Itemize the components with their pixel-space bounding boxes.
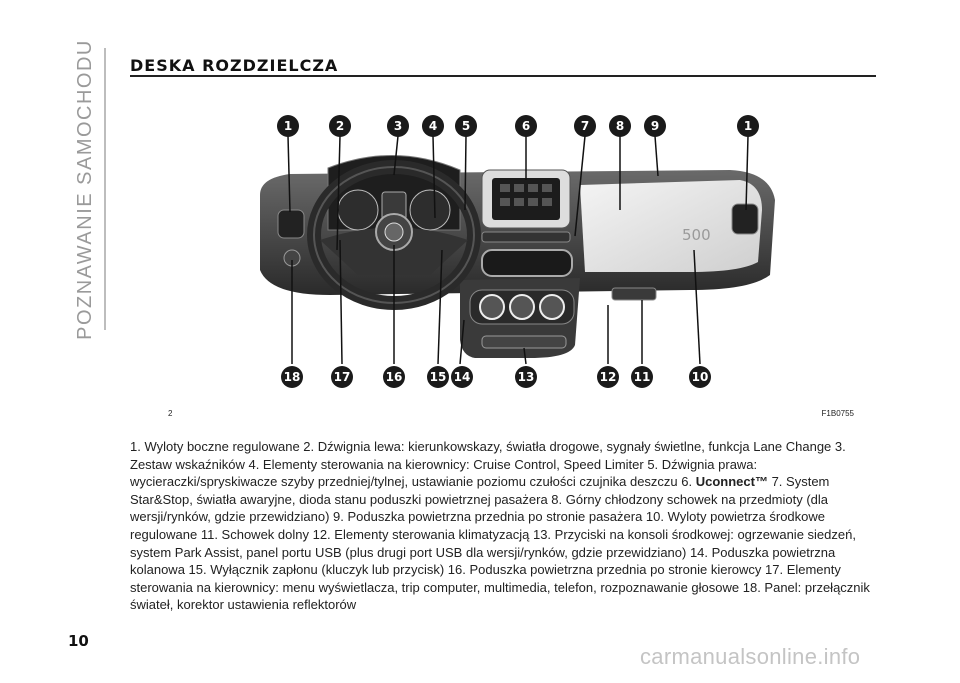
callout-badge — [574, 115, 596, 137]
callout-badge — [737, 115, 759, 137]
callout-badge — [281, 366, 303, 388]
callout-badge — [455, 115, 477, 137]
dashboard-illustration — [130, 100, 858, 420]
callout-badge — [644, 115, 666, 137]
svg-text:16: 16 — [385, 370, 403, 384]
watermark: carmanualsonline.info — [640, 644, 861, 669]
center-vent — [482, 250, 572, 276]
callout-badge — [515, 366, 537, 388]
svg-text:10: 10 — [691, 370, 709, 384]
caption-text-1: 1. Wyloty boczne regulowane 2. Dźwignia lewa: kierunkowskazy, światła drogowe, sygnały świetlne, funkcja Lane Change 3. Zestaw wskaźników 4. Elementy sterowania na kierownicy: Cruise Control, Speed Limiter 5. Dźwignia prawa: wycieraczki/spryskiwacze szyby przedniej/tylnej, ustawianie poziomu czułości czujnika deszczu 6. — [130, 439, 846, 490]
section-side-tab — [70, 38, 100, 340]
svg-text:3: 3 — [393, 119, 403, 133]
svg-text:1: 1 — [283, 119, 293, 133]
svg-text:1: 1 — [743, 119, 753, 133]
title-rule — [130, 75, 876, 77]
svg-text:17: 17 — [333, 370, 351, 384]
caption-bold-uconnect: Uconnect™ — [695, 474, 768, 490]
svg-text:5: 5 — [461, 119, 471, 133]
callout-badge — [329, 115, 351, 137]
callout-badge — [597, 366, 619, 388]
caption-text-2: 7. System Star&Stop, światła awaryjne, dioda stanu poduszki powietrznej pasażera 8. Górny chłodzony schowek na przedmioty (dla wersji/rynków, gdzie przewidziano) 9. Poduszka powietrzna przednia po stronie pasażera 10. Wyloty powietrza środkowe regulowane 11. Schowek dolny 12. Elementy sterowania klimatyzacją 13. Przyciski na konsoli środkowej: ogrzewanie siedzeń, system Park Assist, panel portu USB (plus drugi port USB dla wersji/rynków, gdzie przewidziano) 14. Poduszka powietrzna kolanowa 15. Wyłącznik zapłonu (kluczyk lub przycisk) 16. Poduszka powietrzna przednia po stronie kierowcy 17. Elementy sterowania na kierownicy: menu wyświetlacza, trip computer, multimedia, telefon, rozpoznawanie głosowe 18. Panel: przełącznik świateł, korektor ustawienia reflektorów — [130, 474, 870, 613]
svg-text:9: 9 — [650, 119, 660, 133]
svg-text:14: 14 — [453, 370, 471, 384]
callout-badge — [689, 366, 711, 388]
page-title: DESKA ROZDZIELCZA — [130, 56, 339, 75]
callout-badge — [631, 366, 653, 388]
right-vent — [732, 204, 758, 234]
callout-badge — [609, 115, 631, 137]
callout-badge — [515, 115, 537, 137]
page-number: 10 — [68, 632, 89, 650]
callout-badge — [422, 115, 444, 137]
callout-badge — [387, 115, 409, 137]
svg-text:12: 12 — [599, 370, 617, 384]
console-buttons — [482, 336, 566, 348]
climate-controls — [470, 290, 574, 348]
section-side-label: POZNAWANIE SAMOCHODU — [73, 38, 96, 340]
callout-badge — [427, 366, 449, 388]
callout-badge — [383, 366, 405, 388]
hazard-strip — [482, 232, 570, 242]
lower-glovebox — [612, 288, 656, 300]
figure-caption — [130, 438, 870, 614]
callout-badge — [331, 366, 353, 388]
svg-text:13: 13 — [517, 370, 535, 384]
callouts-top — [277, 115, 759, 137]
svg-text:7: 7 — [580, 119, 590, 133]
svg-text:15: 15 — [429, 370, 447, 384]
model-emblem: 500 — [682, 226, 711, 244]
svg-text:6: 6 — [521, 119, 531, 133]
figure-code: F1B0755 — [821, 409, 854, 418]
side-divider — [104, 48, 106, 330]
callout-badge — [451, 366, 473, 388]
svg-text:11: 11 — [633, 370, 651, 384]
callouts-bottom — [281, 366, 711, 388]
callout-badge — [277, 115, 299, 137]
svg-text:8: 8 — [615, 119, 625, 133]
figure-left-label: 2 — [168, 409, 173, 418]
svg-text:18: 18 — [283, 370, 301, 384]
svg-text:2: 2 — [335, 119, 345, 133]
svg-text:4: 4 — [428, 119, 438, 133]
